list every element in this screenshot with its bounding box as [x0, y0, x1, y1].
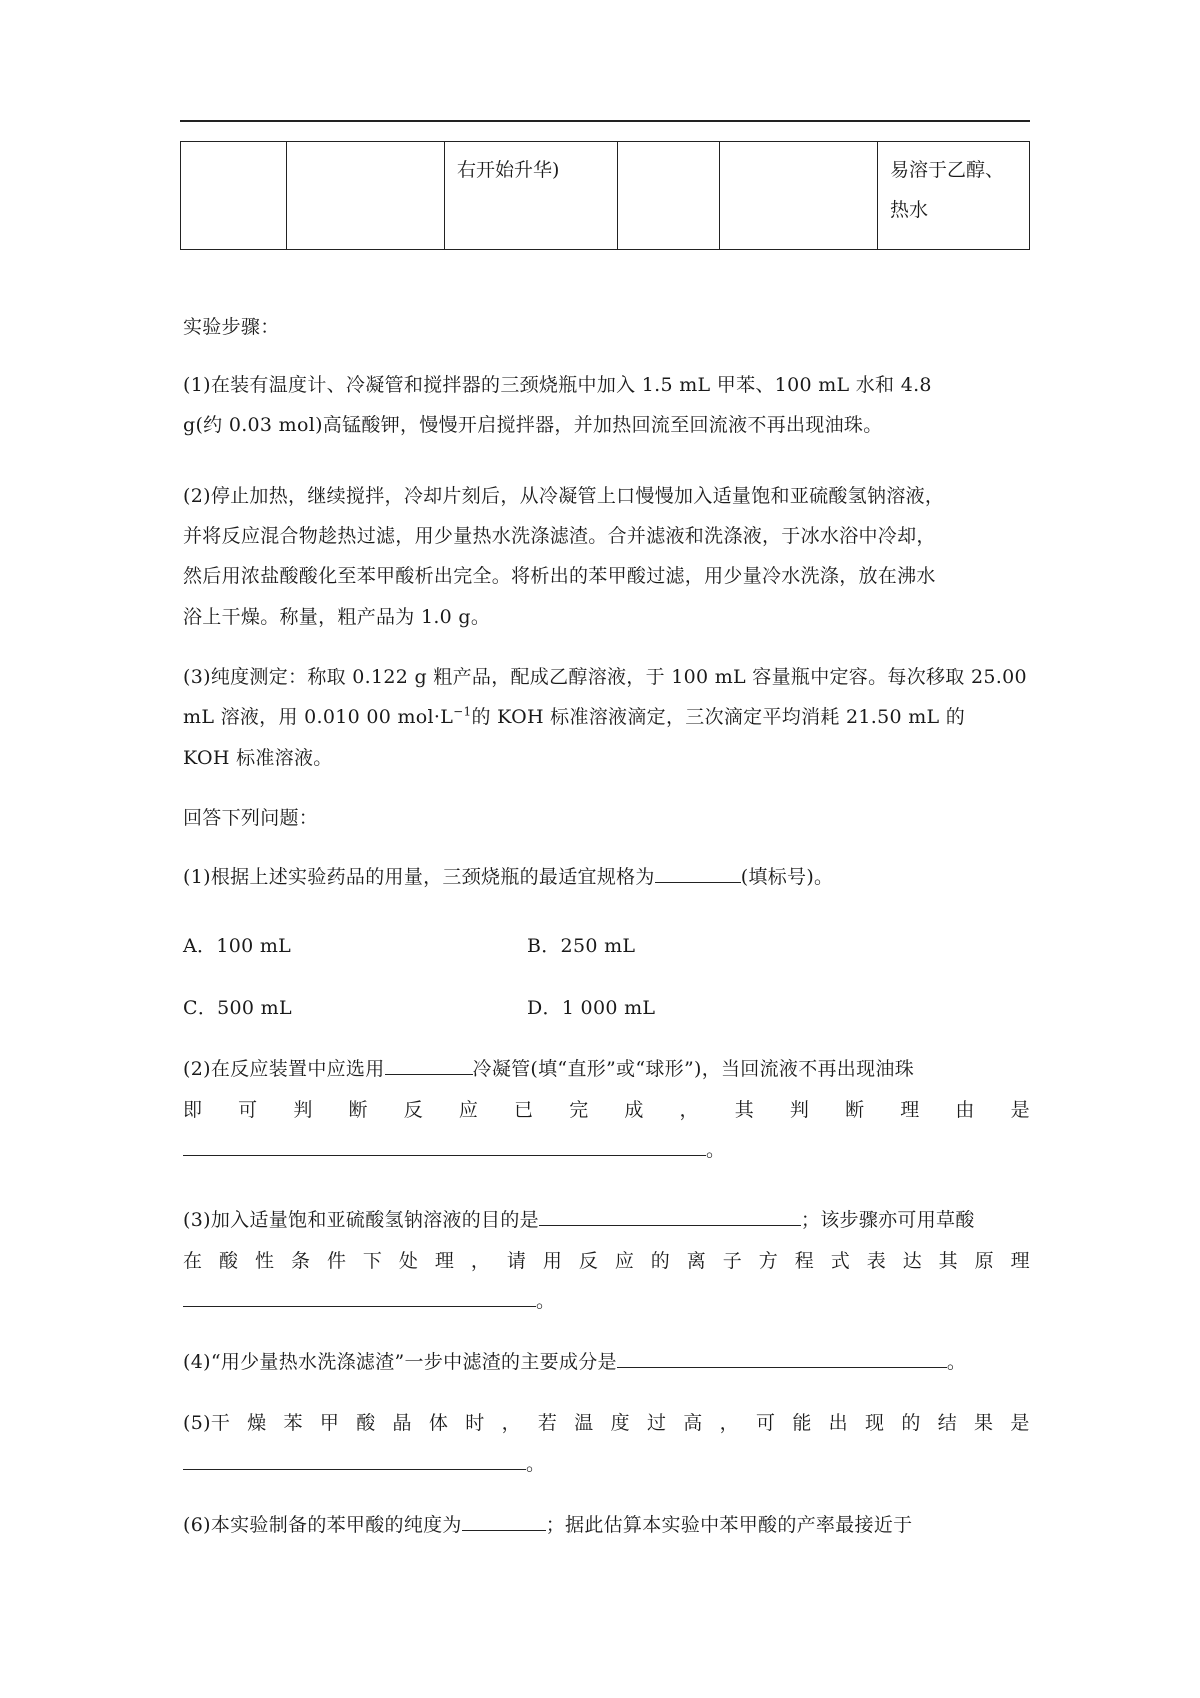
justified-char: 应 [614, 1250, 635, 1272]
line-end: 。 [946, 1351, 967, 1373]
justified-char: 完 [569, 1099, 589, 1121]
justified-char: 结 [937, 1412, 957, 1434]
justified-char: 苯 [283, 1412, 303, 1434]
cell-line: 热水 [890, 199, 929, 221]
justified-char: 可 [238, 1099, 258, 1121]
justified-char: ， [470, 1250, 491, 1272]
justified-char: 可 [755, 1412, 776, 1434]
steps-title: 实验步骤： [183, 316, 280, 338]
justified-char: 的 [901, 1412, 921, 1434]
option-a: A．100 mL [183, 935, 292, 957]
justified-char: 已 [514, 1099, 534, 1121]
justified-char: 性 [254, 1250, 275, 1272]
question-text: ；据此估算本实验中苯甲酸的产率最接近于 [545, 1514, 913, 1536]
question-5-line-1 [183, 1408, 1030, 1435]
justified-char: 用 [542, 1250, 563, 1272]
justified-char: 过 [646, 1412, 667, 1434]
justified-char: 即 [183, 1099, 203, 1121]
step-3-text: 的 KOH 标准溶液滴定，三次滴定平均消耗 21.50 mL 的 [471, 706, 966, 728]
justified-char: 达 [902, 1250, 922, 1272]
line-end: 。 [706, 1139, 726, 1161]
question-2-line-2 [183, 1095, 1030, 1122]
question-text: (2)在反应装置中应选用 [183, 1058, 385, 1080]
justified-char: (5)干 [183, 1412, 231, 1434]
justified-char: 成 [624, 1099, 644, 1121]
line-end: 。 [526, 1453, 546, 1475]
question-3-line-1 [183, 1205, 975, 1232]
justified-char: 表 [866, 1250, 887, 1272]
justified-char: 断 [845, 1099, 865, 1121]
justified-char: 理 [1010, 1250, 1030, 1272]
table-row [181, 142, 1030, 250]
question-text: (填标号)。 [740, 866, 834, 888]
table-cell [618, 142, 720, 250]
question-text: (6)本实验制备的苯甲酸的纯度为 [183, 1514, 462, 1536]
justified-char: 体 [428, 1412, 449, 1434]
justified-char: 能 [792, 1412, 812, 1434]
justified-char: 理 [900, 1099, 920, 1121]
justified-char: 温 [574, 1412, 594, 1434]
justified-char: 应 [458, 1099, 479, 1121]
justified-char: 下 [362, 1250, 383, 1272]
justified-char: 判 [293, 1099, 313, 1121]
justified-char: 由 [955, 1099, 975, 1121]
question-text: (4)“用少量热水洗涤滤渣”一步中滤渣的主要成分是 [183, 1351, 617, 1373]
step-2-line-1: (2)停止加热，继续搅拌，冷却片刻后，从冷凝管上口慢慢加入适量饱和亚硫酸氢钠溶液， [183, 485, 945, 507]
answer-blank[interactable] [539, 1206, 801, 1226]
justified-char: 反 [578, 1250, 599, 1272]
justified-char: 出 [828, 1412, 848, 1434]
answer-blank[interactable] [462, 1511, 546, 1531]
table-cell [181, 142, 287, 250]
table-cell: 右开始升华) [445, 142, 618, 250]
justified-char: 方 [758, 1250, 779, 1272]
justified-char: 处 [398, 1250, 419, 1272]
justified-char: 程 [794, 1250, 815, 1272]
line-end: 。 [536, 1290, 556, 1312]
step-3-text: mL 溶液，用 0.010 00 mol·L [183, 706, 454, 728]
answer-blank[interactable] [655, 863, 741, 883]
justified-char: 子 [722, 1250, 743, 1272]
justified-char: 晶 [392, 1412, 412, 1434]
table-cell [287, 142, 445, 250]
justified-char: 在 [183, 1250, 203, 1272]
table-cell [720, 142, 878, 250]
question-1 [183, 862, 833, 889]
answer-blank[interactable] [183, 1136, 706, 1156]
justified-char: 断 [348, 1099, 368, 1121]
answer-blank[interactable] [385, 1055, 473, 1075]
question-2-line-3 [183, 1135, 725, 1162]
question-6 [183, 1510, 912, 1537]
justified-char: 离 [686, 1250, 707, 1272]
justified-char: 时 [465, 1412, 485, 1434]
justified-char: 条 [290, 1250, 311, 1272]
justified-char: 其 [938, 1250, 958, 1272]
question-text: (3)加入适量饱和亚硫酸氢钠溶液的目的是 [183, 1209, 539, 1231]
justified-char: 燥 [247, 1412, 267, 1434]
justified-char: 度 [610, 1412, 630, 1434]
justified-char: 若 [537, 1412, 558, 1434]
justified-char: 理 [434, 1250, 455, 1272]
justified-char: 甲 [319, 1412, 340, 1434]
justified-char: 反 [403, 1099, 423, 1121]
question-5-line-2 [183, 1449, 545, 1476]
option-c: C．500 mL [183, 997, 292, 1019]
justified-char: 是 [1010, 1099, 1030, 1121]
justified-char: 原 [974, 1250, 994, 1272]
justified-char: 的 [650, 1250, 671, 1272]
superscript: −1 [453, 704, 472, 719]
justified-char: 其 [734, 1099, 755, 1121]
question-3-line-2 [183, 1246, 1030, 1273]
question-text: ；该步骤亦可用草酸 [800, 1209, 975, 1231]
option-b: B．250 mL [527, 935, 636, 957]
justified-char: 酸 [218, 1250, 239, 1272]
justified-char: 现 [865, 1412, 885, 1434]
justified-char: 判 [789, 1099, 810, 1121]
step-2-line-2: 并将反应混合物趁热过滤，用少量热水洗涤滤渣。合并滤液和洗涤液，于冰水浴中冷却， [183, 525, 936, 547]
justified-char: ， [679, 1099, 699, 1121]
table-cell [878, 142, 1030, 250]
justified-char: 件 [326, 1250, 347, 1272]
justified-char: 请 [506, 1250, 527, 1272]
justified-char: 式 [830, 1250, 851, 1272]
justified-char: 果 [974, 1412, 994, 1434]
header-rule [180, 120, 1030, 122]
question-2-line-1 [183, 1054, 914, 1081]
properties-table [180, 141, 1030, 250]
step-3-line-1: (3)纯度测定：称取 0.122 g 粗产品，配成乙醇溶液，于 100 mL 容量瓶中定容。每次移取 25.00 [183, 666, 1027, 688]
justified-char: ， [719, 1412, 739, 1434]
step-1-line-1: (1)在装有温度计、冷凝管和搅拌器的三颈烧瓶中加入 1.5 mL 甲苯、100 mL 水和 4.8 [183, 374, 932, 396]
answer-blank[interactable] [183, 1450, 526, 1470]
justified-char: 是 [1010, 1412, 1030, 1434]
answer-blank[interactable] [183, 1287, 536, 1307]
option-d: D．1 000 mL [527, 997, 656, 1019]
step-2-line-3: 然后用浓盐酸酸化至苯甲酸析出完全。将析出的苯甲酸过滤，用少量冷水洗涤，放在沸水 [183, 565, 936, 587]
question-4 [183, 1347, 966, 1374]
step-2-line-4: 浴上干燥。称量，粗产品为 1.0 g。 [183, 606, 491, 628]
justified-char: 酸 [356, 1412, 376, 1434]
justified-char: 高 [683, 1412, 703, 1434]
cell-line: 易溶于乙醇、 [890, 159, 1005, 181]
question-text: 冷凝管(填“直形”或“球形”)，当回流液不再出现油珠 [472, 1058, 914, 1080]
justified-char: ， [501, 1412, 521, 1434]
question-3-line-3 [183, 1286, 555, 1313]
answer-title: 回答下列问题： [183, 807, 319, 829]
step-3-line-2 [183, 702, 965, 729]
step-3-line-3: KOH 标准溶液。 [183, 747, 333, 769]
question-text: (1)根据上述实验药品的用量，三颈烧瓶的最适宜规格为 [183, 866, 655, 888]
step-1-line-2: g(约 0.03 mol)高锰酸钾，慢慢开启搅拌器，并加热回流至回流液不再出现油珠。 [183, 414, 883, 436]
answer-blank[interactable] [617, 1348, 947, 1368]
